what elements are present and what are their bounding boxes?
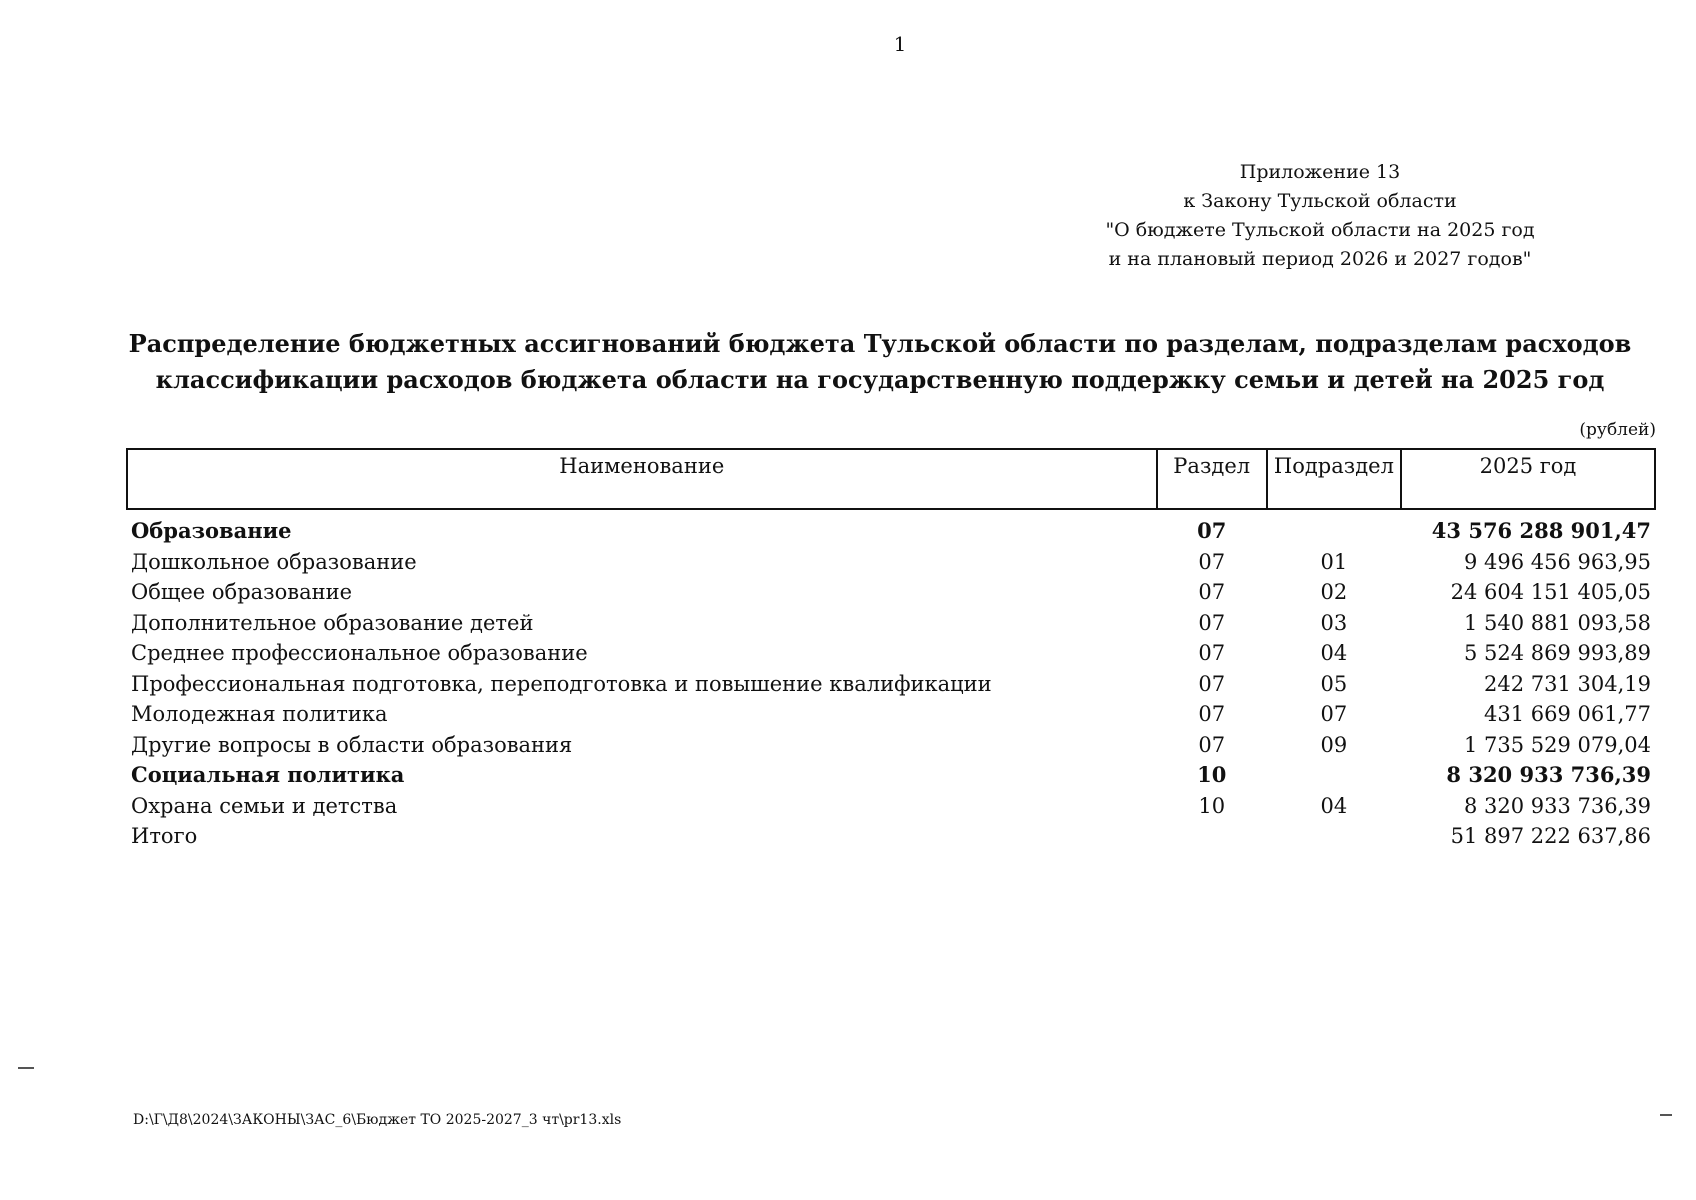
table-row [127, 638, 1655, 669]
row-name: Среднее профессиональное образование [131, 641, 588, 666]
margin-mark [1660, 1114, 1672, 1116]
row-razdel: 10 [1198, 793, 1226, 818]
row-podrazdel: 02 [1320, 580, 1348, 605]
table-row [127, 760, 1655, 791]
row-razdel: 07 [1198, 610, 1226, 635]
row-podrazdel: 04 [1320, 641, 1348, 666]
appendix-line: Приложение 13 [1239, 161, 1401, 183]
row-razdel: 07 [1198, 549, 1226, 574]
row-name: Профессиональная подготовка, переподготовка и повышение квалификации [131, 671, 992, 696]
table-row [127, 699, 1655, 730]
row-amount: 8 320 933 736,39 [1463, 793, 1651, 818]
row-name: Охрана семьи и детства [131, 793, 398, 818]
table-row [127, 509, 1655, 547]
row-name: Дополнительное образование детей [131, 610, 534, 635]
table-row-total [127, 821, 1655, 852]
row-razdel [1157, 821, 1267, 852]
row-name: Итого [131, 824, 198, 849]
title-line: Распределение бюджетных ассигнований бюджета Тульской области по разделам, подразделам расходов [128, 329, 1632, 358]
row-amount: 5 524 869 993,89 [1463, 641, 1651, 666]
row-podrazdel: 01 [1320, 549, 1348, 574]
row-podrazdel [1267, 760, 1401, 791]
header-name: Наименование [127, 449, 1157, 509]
row-podrazdel: 05 [1320, 671, 1348, 696]
row-name: Образование [131, 518, 292, 544]
appendix-line: и на плановый период 2026 и 2027 годов" [1108, 248, 1532, 270]
row-amount: 51 897 222 637,86 [1450, 824, 1651, 849]
table-row [127, 547, 1655, 578]
table-row [127, 608, 1655, 639]
row-name: Общее образование [131, 580, 353, 605]
header-year: 2025 год [1401, 449, 1655, 509]
row-name: Другие вопросы в области образования [131, 732, 573, 757]
row-name: Дошкольное образование [131, 549, 417, 574]
row-razdel: 07 [1198, 580, 1226, 605]
row-name: Молодежная политика [131, 702, 388, 727]
row-razdel: 10 [1197, 762, 1227, 788]
row-podrazdel: 04 [1320, 793, 1348, 818]
row-amount: 43 576 288 901,47 [1431, 518, 1651, 544]
table-row [127, 791, 1655, 822]
row-name: Социальная политика [131, 762, 405, 788]
row-razdel: 07 [1198, 641, 1226, 666]
header-podrazdel: Подраздел [1267, 449, 1401, 509]
row-podrazdel: 07 [1320, 702, 1348, 727]
appendix-line: "О бюджете Тульской области на 2025 год [1105, 219, 1535, 241]
table-row [127, 669, 1655, 700]
row-razdel: 07 [1197, 518, 1227, 544]
table-row [127, 577, 1655, 608]
row-podrazdel: 03 [1320, 610, 1348, 635]
units-label: (рублей) [1579, 420, 1656, 440]
row-podrazdel [1267, 821, 1401, 852]
appendix-line: к Закону Тульской области [1183, 190, 1457, 212]
row-amount: 24 604 151 405,05 [1450, 580, 1651, 605]
row-amount: 9 496 456 963,95 [1463, 549, 1651, 574]
row-amount: 1 540 881 093,58 [1463, 610, 1651, 635]
row-amount: 8 320 933 736,39 [1446, 762, 1651, 788]
row-amount: 242 731 304,19 [1484, 671, 1651, 696]
budget-table [126, 448, 1656, 852]
header-razdel: Раздел [1157, 449, 1267, 509]
table-header-row [127, 449, 1655, 509]
appendix-reference [1060, 158, 1580, 274]
margin-mark [18, 1067, 34, 1069]
row-razdel: 07 [1198, 702, 1226, 727]
page-number: 1 [893, 32, 907, 56]
row-razdel: 07 [1198, 671, 1226, 696]
row-podrazdel [1267, 509, 1401, 547]
row-amount: 1 735 529 079,04 [1463, 732, 1651, 757]
row-podrazdel: 09 [1320, 732, 1348, 757]
title-line: классификации расходов бюджета области на государственную поддержку семьи и детей на 2025 год [155, 365, 1605, 394]
row-amount: 431 669 061,77 [1484, 702, 1651, 727]
row-razdel: 07 [1198, 732, 1226, 757]
document-title [120, 326, 1640, 398]
table-row [127, 730, 1655, 761]
file-path-footer: D:\Г\Д8\2024\ЗАКОНЫ\ЗАС_6\Бюджет ТО 2025-2027_3 чт\pr13.xls [133, 1112, 622, 1128]
